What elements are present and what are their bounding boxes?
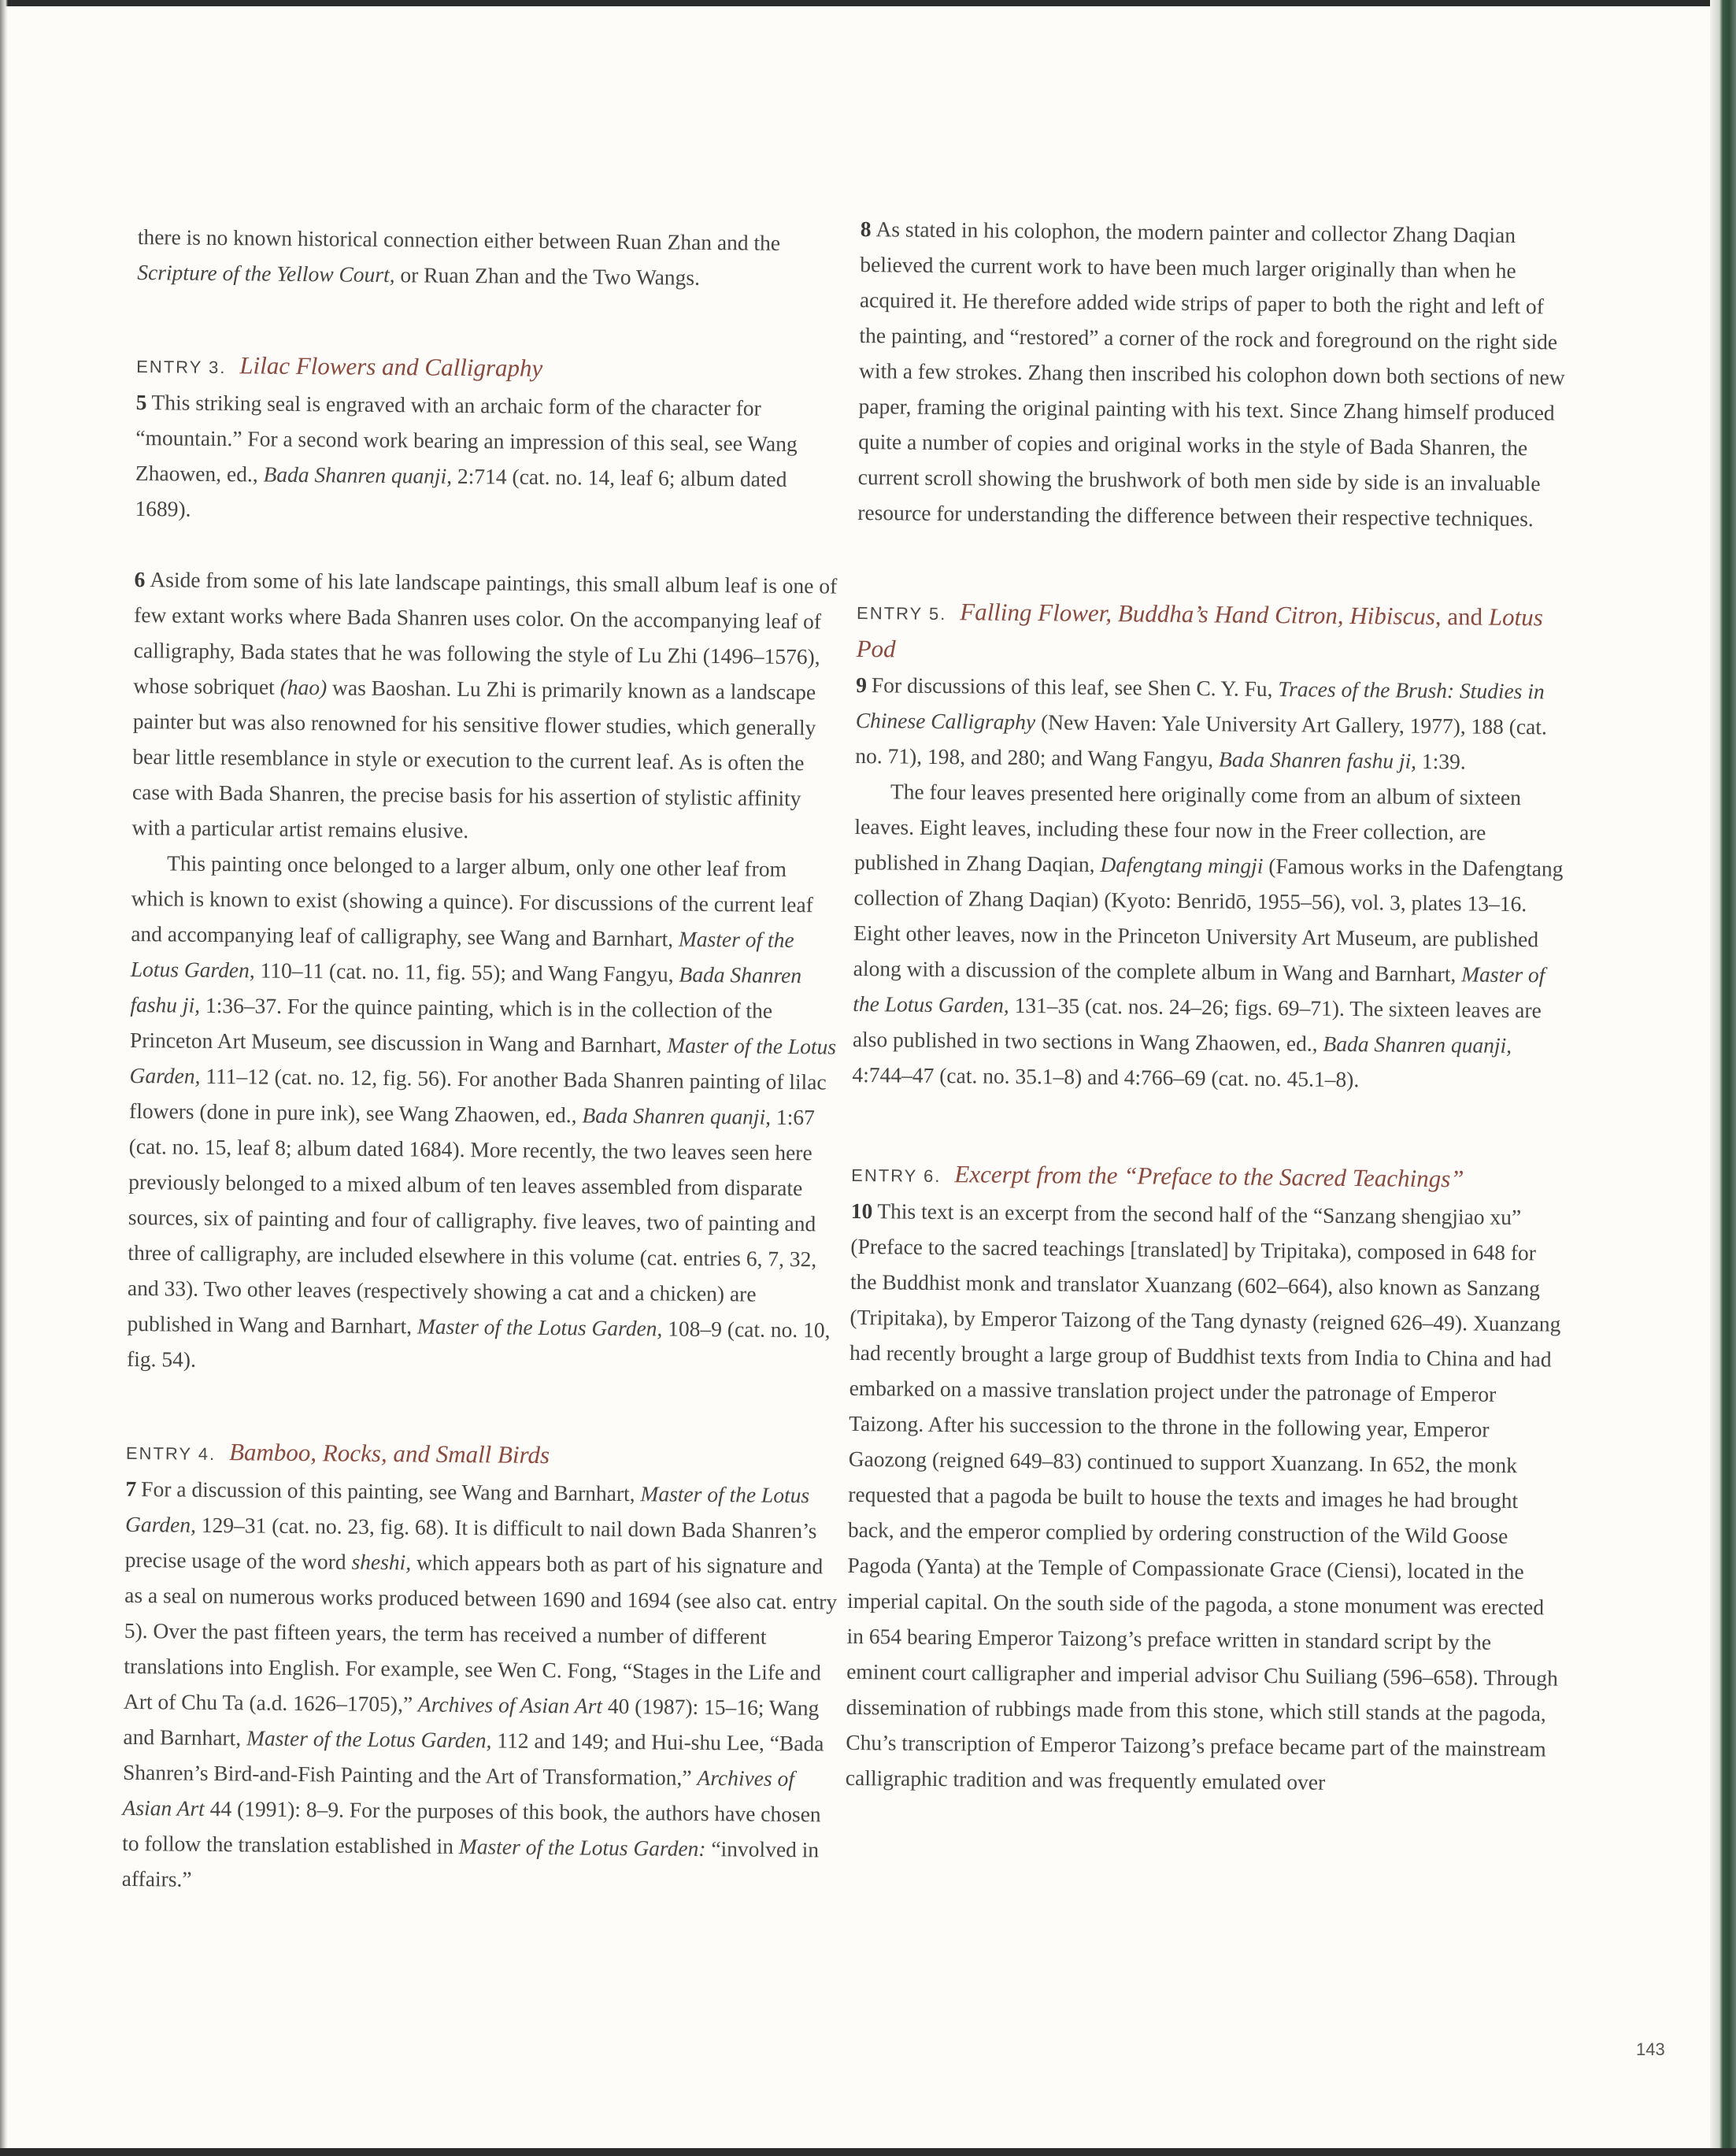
entry-4-title: Bamboo, Rocks, and Small Birds [228, 1438, 550, 1469]
text-run: Master of the Lotus Garden, [124, 1481, 810, 1537]
text-run: Bada Shanren fashu ji, [130, 961, 802, 1017]
text-run: Master of the Lotus Garden, [130, 926, 794, 983]
text-run: Master of the Lotus Garden, [853, 961, 1545, 1017]
scan-top-edge [0, 0, 1736, 6]
text-run: (New Haven: Yale University Art Gallery, 1977), 188 (cat. no. 71), 198, and 280; and Wang Fangyu, [855, 709, 1547, 772]
text-run: 40 (1987): 15–16; Wang and Barnhart, [123, 1693, 820, 1750]
note-8-text [857, 217, 1565, 531]
intro-paragraph [137, 219, 850, 297]
right-column [846, 211, 1573, 1802]
text-run: 111–12 (cat. no. 12, fig. 56). For another Bada Shanren painting of lilac flowers (done in pure ink), see Wang Zhaowen, ed., [128, 1063, 827, 1128]
text-run: Master of the Lotus Garden, [416, 1313, 663, 1341]
entry-3-heading [136, 346, 849, 391]
text-run: Dafengtang mingji [1100, 851, 1264, 878]
text-run: 4:744–47 (cat. no. 35.1–8) and 4:766–69 (cat. no. 45.1–8). [852, 1061, 1360, 1092]
note-8 [857, 211, 1573, 537]
note-5-number: 5 [135, 389, 147, 415]
note-9-text [855, 672, 1547, 773]
scan-bottom-edge [0, 2148, 1736, 2156]
note-5 [135, 384, 849, 533]
entry-3-title: Lilac Flowers and Calligraphy [239, 351, 543, 382]
text-run: Master of the Lotus Garden, [129, 1032, 837, 1088]
note-8-number: 8 [860, 216, 872, 242]
book-spine [1710, 0, 1736, 2156]
entry-6-title: Excerpt from the “Preface to the Sacred Teachings” [954, 1160, 1464, 1193]
note-10-number: 10 [850, 1198, 873, 1224]
text-run: or Ruan Zhan and the Two Wangs. [394, 262, 701, 290]
text-run: Traces of the Brush: Studies in Chinese Calligraphy [855, 676, 1545, 735]
text-run: The four leaves presented here originally come from an album of sixteen leaves. Eight leaves, including these four now in the Freer collection, are published in Zhang Daqian, [853, 779, 1522, 876]
note-5-text [135, 390, 798, 520]
text-run: there is no known historical connection either between Ruan Zhan and the [137, 224, 781, 255]
note-6-text [131, 567, 837, 843]
text-run: 108–9 (cat. no. 10, fig. 54). [126, 1316, 831, 1372]
text-run: Bada Shanren quanji, [1323, 1031, 1512, 1058]
entry-5-label: ENTRY 5. [856, 602, 947, 624]
text-run: For discussions of this leaf, see Shen C. Y. Fu, [871, 672, 1279, 702]
note-10-text [846, 1198, 1561, 1794]
text-run: Master of the Lotus Garden: [458, 1834, 706, 1861]
entry-5-title [856, 598, 1542, 662]
text-run: 129–31 (cat. no. 23, fig. 68). It is difficult to nail down Bada Shanren’s precise usage of the word [124, 1512, 817, 1574]
note-9-continued [852, 773, 1568, 1099]
note-6 [131, 561, 846, 852]
text-run: Master of the Lotus Garden, [246, 1725, 492, 1753]
text-run: Archives of Asian Art [417, 1691, 603, 1718]
entry-5-heading [856, 593, 1569, 674]
text-run: sheshi, [351, 1549, 412, 1575]
note-10 [846, 1193, 1564, 1802]
entry-4-label: ENTRY 4. [125, 1443, 217, 1465]
text-run: Lotus Pod [856, 602, 1543, 663]
text-run: (hao) [279, 674, 328, 700]
text-run: 1:39. [1416, 748, 1466, 774]
text-run: This text is an excerpt from the second half of the “Sanzang shengjiao xu” (Preface to the sacred teachings [translated] by Tripitaka), composed in 648 for the Buddhist monk and translator Xuanzang (602–664), also known as Sanzang (Tripitaka), by Emperor Taizong of the Tang dynasty (reigned 626–49). Xuanzang had recently brought a large group of Buddhist texts from India to China and had embarked on a massive translation project under the patronage of Emperor Taizong. After his succession to the throne in the following year, Emperor Gaozong (reigned 649–83) continued to support Xuanzang. In 652, the monk requested that a pagoda be built to house the texts and images he had brought back, and the emperor complied by ordering construction of the Wild Goose Pagoda (Yanta) at the Temple of Compassionate Grace (Ciensi), located in the imperial capital. On the south side of the pagoda, a stone monument was erected in 654 bearing Emperor Taizong’s preface written in standard script by the eminent court calligrapher and imperial advisor Chu Suiliang (596–658). Through dissemination of rubbings made from this stone, which still stands at the pagoda, Chu’s transcription of Emperor Taizong’s preface became part of the mainstream calligraphic tradition and was frequently emulated over [845, 1198, 1561, 1795]
entry-6-label: ENTRY 6. [851, 1165, 942, 1187]
text-run: This striking seal is engraved with an archaic form of the character for “mountain.” For a second work bearing an impression of this seal, see Wang Zhaowen, ed., [135, 390, 798, 487]
text-run: 1:36–37. For the quince painting, which is in the collection of the Princeton Art Museum, see discussion in Wang and Barnhart, [129, 992, 773, 1058]
text-run: and [1441, 602, 1490, 631]
text-run: which appears both as part of his signature and as a seal on numerous works produced between 1690 and 1694 (see also cat. entry 5). Over the past fifteen years, the term has received a number of different translations into English. For example, see Wen C. Fong, “Stages in the Life and Art of Chu Ta (a.d. 1626–1705),” [123, 1550, 838, 1717]
text-run: Archives of Asian Art [122, 1765, 795, 1821]
note-6-continued [127, 845, 844, 1384]
text-run: 112 and 149; and Hui-shu Lee, “Bada Shanren’s Bird-and-Fish Painting and the Art of Transformation,” [122, 1728, 824, 1790]
note-9-number: 9 [856, 672, 868, 698]
entry-4-heading [126, 1433, 838, 1478]
text-run: This painting once belonged to a larger album, only one other leaf from which is known to exist (showing a quince). For discussions of the current leaf and accompanying leaf of calligraphy, see Wang and Barnhart, [131, 850, 813, 951]
text-run: Bada Shanren fashu ji, [1218, 746, 1417, 773]
note-7-text [122, 1476, 838, 1891]
text-run: Scripture of the Yellow Court, [137, 259, 395, 287]
note-9 [855, 667, 1568, 780]
text-run: 1:67 (cat. no. 15, leaf 8; album dated 1684). More recently, the two leaves seen here previously belonged to a mixed album of ten leaves assembled from disparate sources, six of painting and four of calligraphy. five leaves, two of painting and three of calligraphy, are included elsewhere in this volume (cat. entries 6, 7, 32, and 33). Two other leaves (respectively showing a cat and a chicken) are published in Wang and Barnhart, [127, 1104, 817, 1339]
text-run: Aside from some of his late landscape paintings, this small album leaf is one of few extant works where Bada Shanren uses color. On the accompanying leaf of calligraphy, Bada states that he was following the style of Lu Zhi (1496–1576), whose sobriquet [133, 567, 838, 699]
entry-6-heading [851, 1155, 1564, 1200]
page-number: 143 [1636, 2039, 1665, 2059]
note-6-number: 6 [134, 566, 146, 592]
text-run: (Famous works in the Dafengtang collection of Zhang Daqian) (Kyoto: Benridō, 1955–56), vol. 3, plates 13–16. Eight other leaves, now in the Princeton University Art Museum, are published along with a discussion of the complete album in Wang and Barnhart, [853, 853, 1564, 987]
scan-left-edge [0, 0, 8, 2156]
text-run: Bada Shanren quanji, [263, 461, 453, 488]
text-run: Falling Flower, Buddha’s Hand Citron, Hibiscus, [960, 598, 1442, 631]
text-run: was Baoshan. Lu Zhi is primarily known as a landscape painter but was also renowned for his sensitive flower studies, which generally bear little resemblance in style or execution to the current leaf. As is often the case with Bada Shanren, the precise basis for his assertion of stylistic affinity with a particular artist remains elusive. [131, 675, 816, 843]
text-run: For a discussion of this painting, see Wang and Barnhart, [141, 1476, 641, 1506]
text-run: 44 (1991): 8–9. For the purposes of this book, the authors have chosen to follow the translation established in [122, 1795, 821, 1859]
text-run: “involved in affairs.” [121, 1836, 820, 1891]
text-run: 131–35 (cat. nos. 24–26; figs. 69–71). The sixteen leaves are also published in two sections in Wang Zhaowen, ed., [852, 992, 1542, 1056]
text-run: 2:714 (cat. no. 14, leaf 6; album dated 1689). [135, 463, 787, 521]
note-7 [122, 1471, 838, 1903]
text-run: Bada Shanren quanji, [582, 1102, 772, 1129]
note-7-number: 7 [125, 1476, 137, 1502]
text-run: 110–11 (cat. no. 11, fig. 55); and Wang Fangyu, [254, 958, 679, 987]
text-run: As stated in his colophon, the modern painter and collector Zhang Daqian believed the current work to have been much larger originally than when he acquired it. He therefore added wide strips of paper to both the right and left of the painting, and “restored” a corner of the rock and foreground on the right side with a few strokes. Zhang then inscribed his colophon down both sections of new paper, framing the original painting with his text. Since Zhang himself produced quite a number of copies and original works in the style of Bada Shanren, the current scroll showing the brushwork of both men side by side is an invaluable resource for understanding the difference between their respective techniques. [857, 217, 1565, 532]
left-column [122, 219, 850, 1903]
entry-3-label: ENTRY 3. [136, 356, 227, 378]
